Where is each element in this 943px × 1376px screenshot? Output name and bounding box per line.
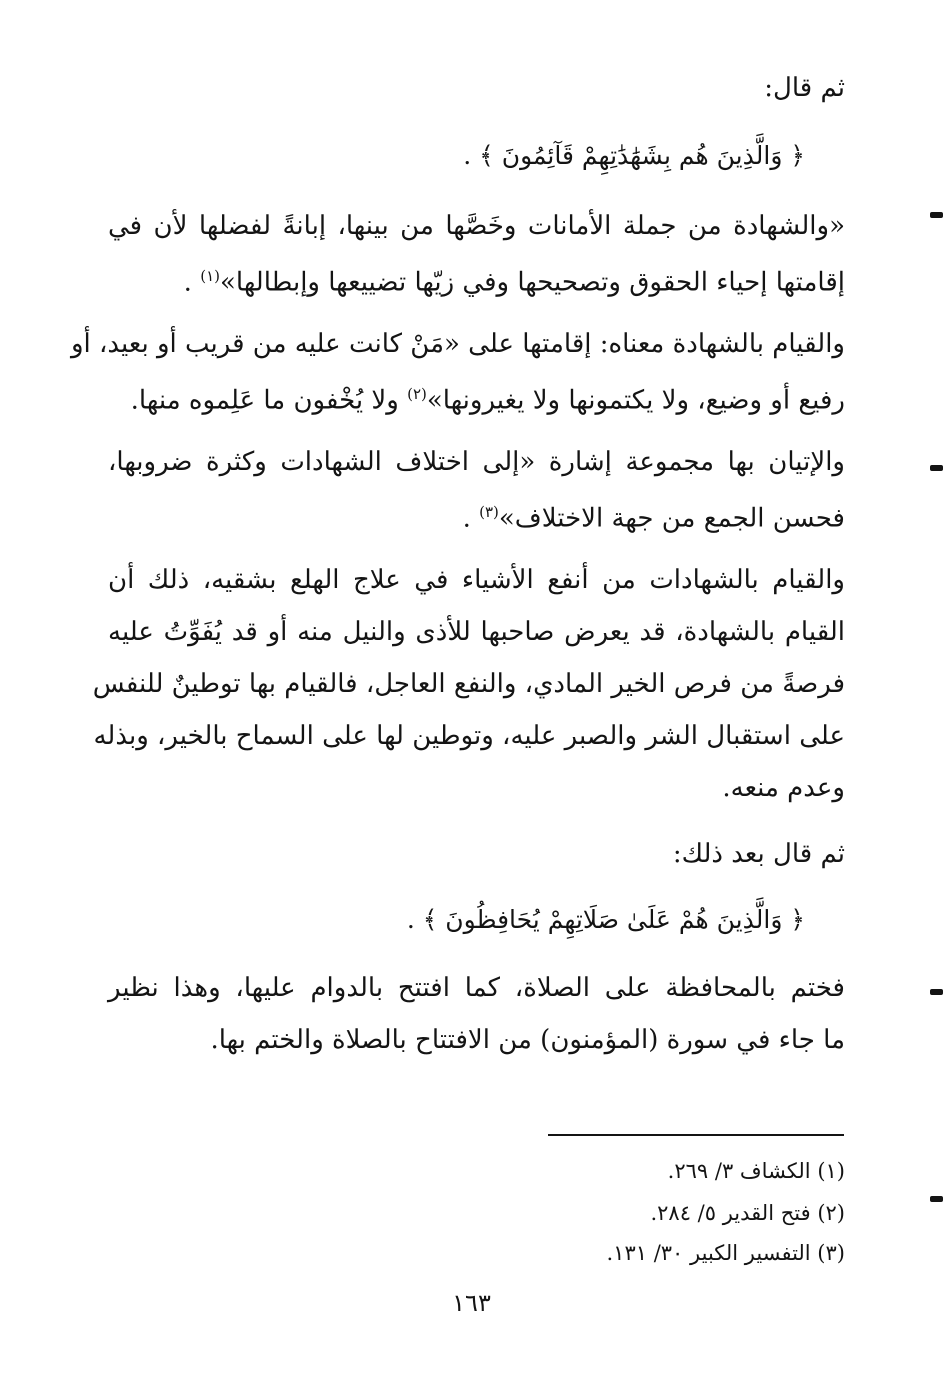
paragraph-line: القيام بالشهادة، قد يعرض صاحبها للأذى والنيل منه أو قد يُفَوِّتُ عليه bbox=[108, 617, 845, 647]
paragraph-line: فرصةً من فرص الخير المادي، والنفع العاجل، فالقيام بها توطينٌ للنفس bbox=[92, 669, 845, 699]
footnote-ref: (٢) bbox=[407, 385, 427, 403]
intro-line: ثم قال بعد ذلك: bbox=[672, 839, 845, 869]
paragraph-line: والإتيان بها مجموعة إشارة «إلى اختلاف الشهادات وكثرة ضروبها، bbox=[108, 447, 845, 477]
paragraph-line: إقامتها إحياء الحقوق وتصحيحها وفي زيّها تضييعها وإبطالها»$^{(١)}$ . bbox=[183, 267, 845, 298]
footnote: (٢) فتح القدير ٥/ ٢٨٤. bbox=[650, 1201, 845, 1225]
footnote: (٣) التفسير الكبير ٣٠/ ١٣١. bbox=[606, 1241, 845, 1265]
paragraph-line: والقيام بالشهادات من أنفع الأشياء في علاج الهلع بشقيه، ذلك أن bbox=[108, 565, 845, 595]
intro-line: ثم قال: bbox=[764, 73, 845, 103]
footnote-divider bbox=[548, 1134, 844, 1136]
margin-mark bbox=[930, 465, 943, 471]
footnote-ref: (١) bbox=[200, 267, 220, 285]
quran-verse: ﴿ وَالَّذِينَ هُم بِشَهَٰدَٰتِهِمْ قَآئِمُونَ ﴾ . bbox=[463, 141, 805, 170]
paragraph-line: فختم بالمحافظة على الصلاة، كما افتتح بالدوام عليها، وهذا نظير bbox=[108, 973, 845, 1003]
footnote: (١) الكشاف ٣/ ٢٦٩. bbox=[667, 1159, 845, 1183]
quran-verse: ﴿ وَالَّذِينَ هُمْ عَلَىٰ صَلَاتِهِمْ يُحَافِظُونَ ﴾ . bbox=[406, 905, 805, 934]
margin-mark bbox=[930, 212, 943, 218]
paragraph-line: فحسن الجمع من جهة الاختلاف»$^{(٣)}$ . bbox=[462, 503, 845, 534]
paragraph-line: والقيام بالشهادة معناه: إقامتها على «مَنْ كانت عليه من قريب أو بعيد، أو bbox=[70, 329, 845, 359]
paragraph-line: ما جاء في سورة (المؤمنون) من الافتتاح بالصلاة والختم بها. bbox=[210, 1025, 845, 1055]
paragraph-line: وعدم منعه. bbox=[722, 773, 845, 803]
footnote-ref: (٣) bbox=[479, 503, 499, 521]
paragraph-line: رفيع أو وضيع، ولا يكتمونها ولا يغيرونها»$^{(٢)}$ ولا يُخْفون ما عَلِموه منها. bbox=[130, 385, 845, 416]
paragraph-line: على استقبال الشر والصبر عليه، وتوطين لها على السماح بالخير، وبذله bbox=[93, 721, 845, 751]
margin-mark bbox=[930, 1196, 943, 1202]
page-number: ١٦٣ bbox=[452, 1289, 491, 1317]
margin-mark bbox=[930, 989, 943, 995]
paragraph-line: «والشهادة من جملة الأمانات وخَصَّها من بينها، إبانةً لفضلها لأن في bbox=[108, 211, 845, 241]
